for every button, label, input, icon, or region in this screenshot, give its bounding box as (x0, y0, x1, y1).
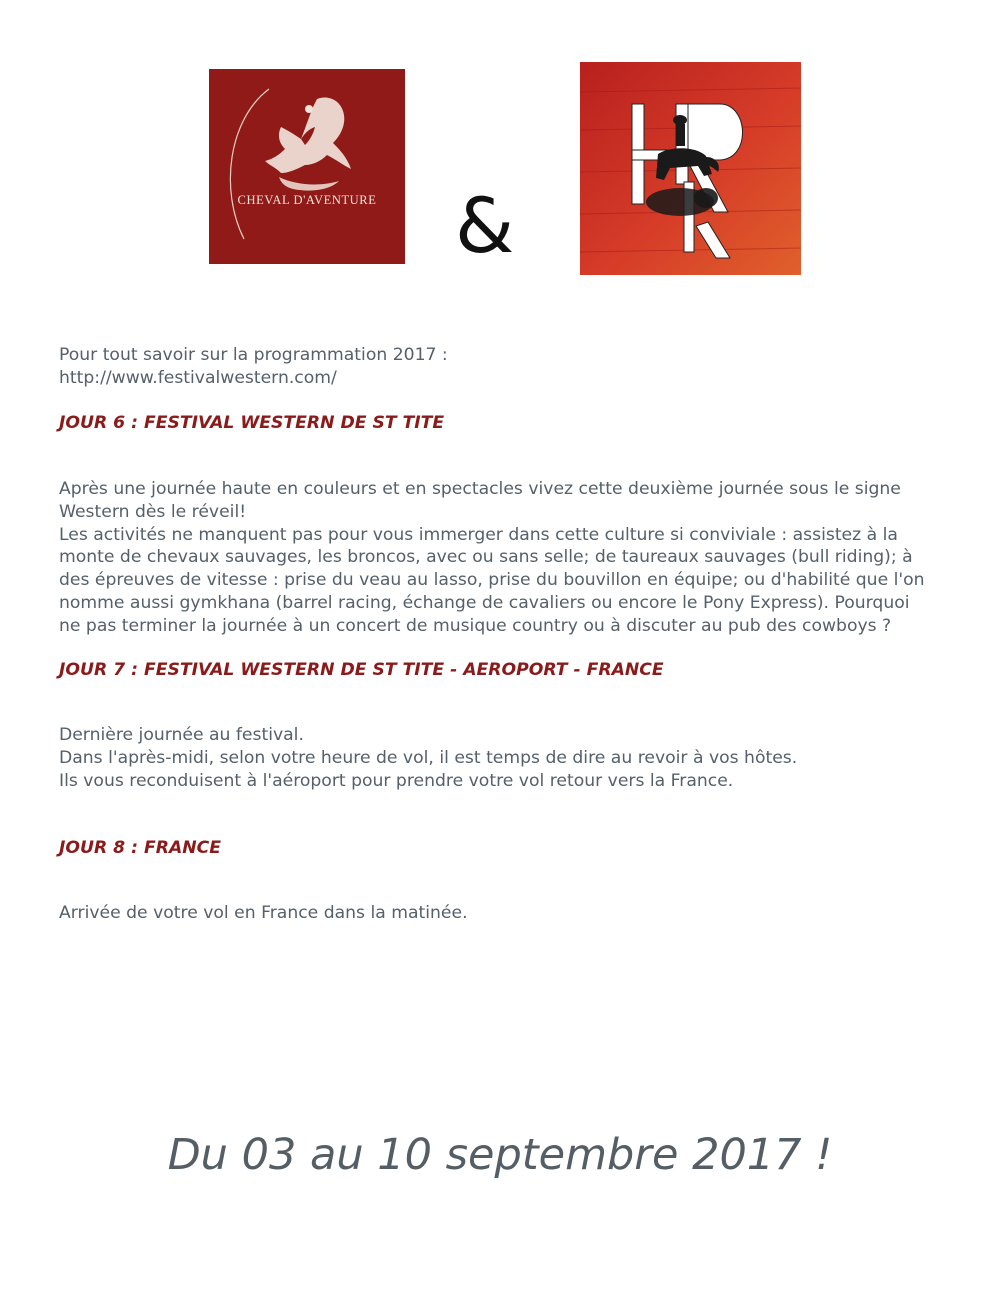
horse-rider-icon (209, 69, 405, 264)
hr-cowboy-icon (580, 62, 801, 275)
intro-line: Pour tout savoir sur la programmation 2017 : (59, 345, 448, 365)
hr-ranch-logo (580, 62, 801, 275)
logo-caption: CHEVAL D'AVENTURE (237, 193, 377, 207)
cheval-daventure-logo (209, 69, 405, 264)
day7-line: Dans l'après-midi, selon votre heure de vol, il est temps de dire au revoir à vos hôtes. (59, 747, 798, 768)
day7-line: Ils vous reconduisent à l'aéroport pour prendre votre vol retour vers la France. (59, 770, 734, 791)
day7-body (59, 724, 797, 792)
day6-line: ne pas terminer la journée à un concert de musique country ou à discuter au pub des cowboys ? (59, 615, 892, 636)
tour-dates-banner: Du 03 au 10 septembre 2017 ! (167, 1130, 833, 1180)
day8-heading: JOUR 8 : FRANCE (59, 838, 221, 858)
day6-line: monte de chevaux sauvages, les broncos, avec ou sans selle; de taureaux sauvages (bull riding); à (59, 547, 913, 568)
festival-link[interactable]: http://www.festivalwestern.com/ (59, 367, 337, 388)
ampersand-separator: & (455, 181, 515, 270)
day8-line: Arrivée de votre vol en France dans la matinée. (59, 903, 468, 923)
day7-heading: JOUR 7 : FESTIVAL WESTERN DE ST TITE - AEROPORT - FRANCE (59, 660, 664, 680)
day6-line: des épreuves de vitesse : prise du veau au lasso, prise du bouvillon en équipe; ou d'habilité que l'on (59, 570, 925, 591)
intro-text (59, 344, 448, 390)
day8-body (59, 902, 468, 925)
day6-line: nomme aussi gymkhana (barrel racing, échange de cavaliers ou encore le Pony Express). Pourquoi (59, 592, 910, 613)
day6-line: Les activités ne manquent pas pour vous immerger dans cette culture si conviviale : assistez à la (59, 524, 898, 545)
day6-heading: JOUR 6 : FESTIVAL WESTERN DE ST TITE (59, 413, 445, 433)
day6-body (59, 478, 925, 638)
day6-line: Western dès le réveil! (59, 501, 247, 522)
day6-line: Après une journée haute en couleurs et en spectacles vivez cette deuxième journée sous le signe (59, 479, 901, 499)
day7-line: Dernière journée au festival. (59, 725, 304, 745)
